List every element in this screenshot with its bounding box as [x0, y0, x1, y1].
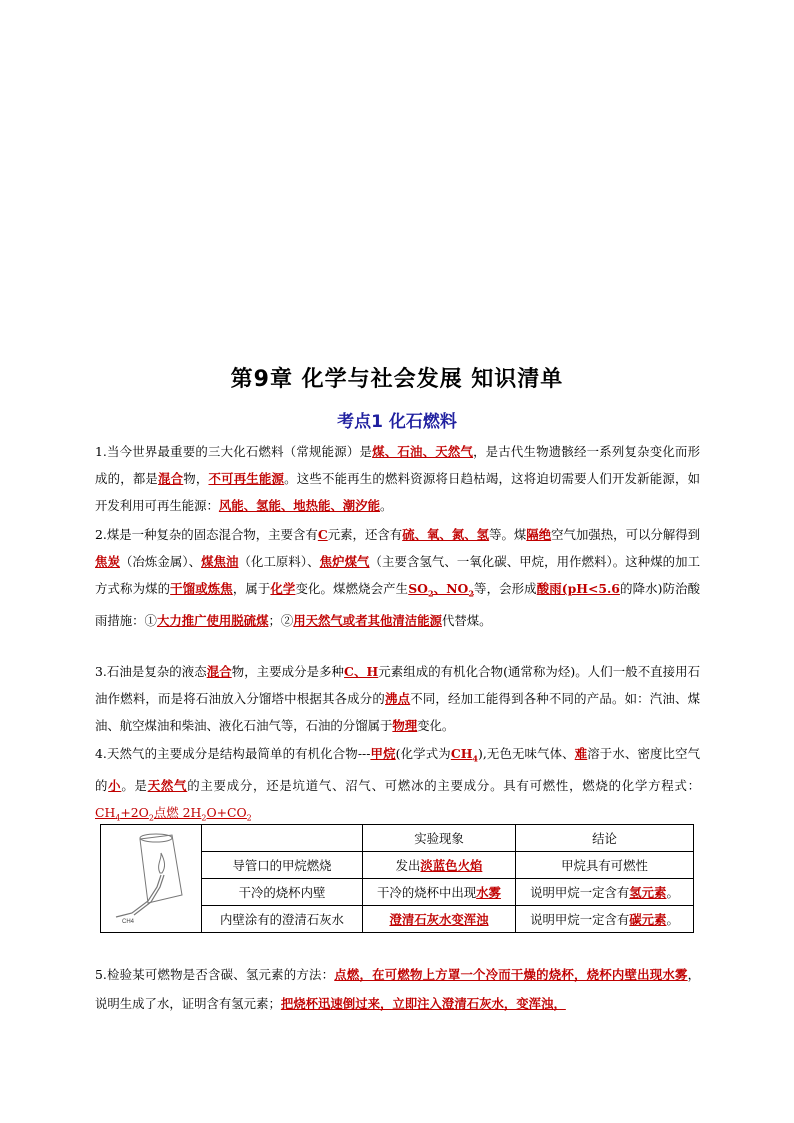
beaker-apparatus-illustration — [102, 825, 200, 929]
table-cell: 干冷的烧杯中出现水雾 — [363, 879, 516, 906]
table-cell: 说明甲烷一定含有氢元素。 — [516, 879, 694, 906]
table-cell: 甲烷具有可燃性 — [516, 852, 694, 879]
table-cell: 发出淡蓝色火焰 — [363, 852, 516, 879]
table-header — [202, 825, 363, 852]
paragraph-3: 3.石油是复杂的液态混合物，主要成分是多种C、H元素组成的有机化合物(通常称为烃)。人们一般不直接用石油作燃料，而是将石油放入分馏塔中根据其各成分的沸点不同，经加工能得到各种不同的产品。如：汽油、煤油、航空煤油和柴油、液化石油气等，石油的分馏属于物理变化。 — [95, 664, 701, 733]
paragraph-2: 2.煤是一种复杂的固态混合物，主要含有C元素，还含有硫、氧、氮、氢等。煤隔绝空气加强热，可以分解得到焦炭（冶炼金属）、煤焦油（化工原料）、焦炉煤气（主要含氢气、一氧化碳、甲烷，用作燃料）。这种煤的加工方式称为煤的干馏或炼焦，属于化学变化。煤燃烧会产生$SO_2$、$NO_2$等，会形成酸雨(pH<5.6的降水)防治酸雨措施：①大力推广使用脱硫煤；②用天然气或者其他清洁能源代替煤。 — [95, 527, 701, 629]
table-header: 实验现象 — [363, 825, 516, 852]
table-cell: 导管口的甲烷燃烧 — [202, 852, 363, 879]
table-cell: 内壁涂有的澄清石灰水 — [202, 906, 363, 933]
table-cell: 澄清石灰水变浑浊 — [363, 906, 516, 933]
paragraph-1: 1.当今世界最重要的三大化石燃料（常规能源）是煤、石油、天然气，是古代生物遗骸经一系列复杂变化而形成的，都是混合物，不可再生能源。这些不能再生的燃料资源将日趋枯竭，这将迫切需要人们开发新能源，如开发利用可再生能源：风能、氢能、地热能、潮汐能。 — [95, 444, 701, 513]
table-cell: 说明甲烷一定含有碳元素。 — [516, 906, 694, 933]
table-cell: 干冷的烧杯内壁 — [202, 879, 363, 906]
ch4-label: CH4 — [122, 919, 135, 925]
section-title: 考点1 化石燃料 — [337, 412, 457, 432]
table-header: 结论 — [516, 825, 694, 852]
paragraph-5: 5.检验某可燃物是否含碳、氢元素的方法：点燃，在可燃物上方罩一个冷而干燥的烧杯，烧杯内壁出现水雾，说明生成了水，证明含有氢元素；把烧杯迅速倒过来，立即注入澄清石灰水，变浑浊， — [95, 967, 701, 1011]
experiment-table — [100, 824, 694, 933]
table-header-row — [101, 825, 694, 852]
apparatus-image-cell — [101, 825, 202, 933]
page-title: 第9章 化学与社会发展 知识清单 — [230, 367, 564, 392]
paragraph-4: 4.天然气的主要成分是结构最简单的有机化合物---甲烷(化学式为$CH_4$),无色无味气体、难溶于水、密度比空气的小。是天然气的主要成分，还是坑道气、沼气、可燃冰的主要成分。具有可燃性，燃烧的化学方程式：$CH_4+2O_2$点燃 $2H_2O+CO_2$ — [95, 746, 701, 823]
